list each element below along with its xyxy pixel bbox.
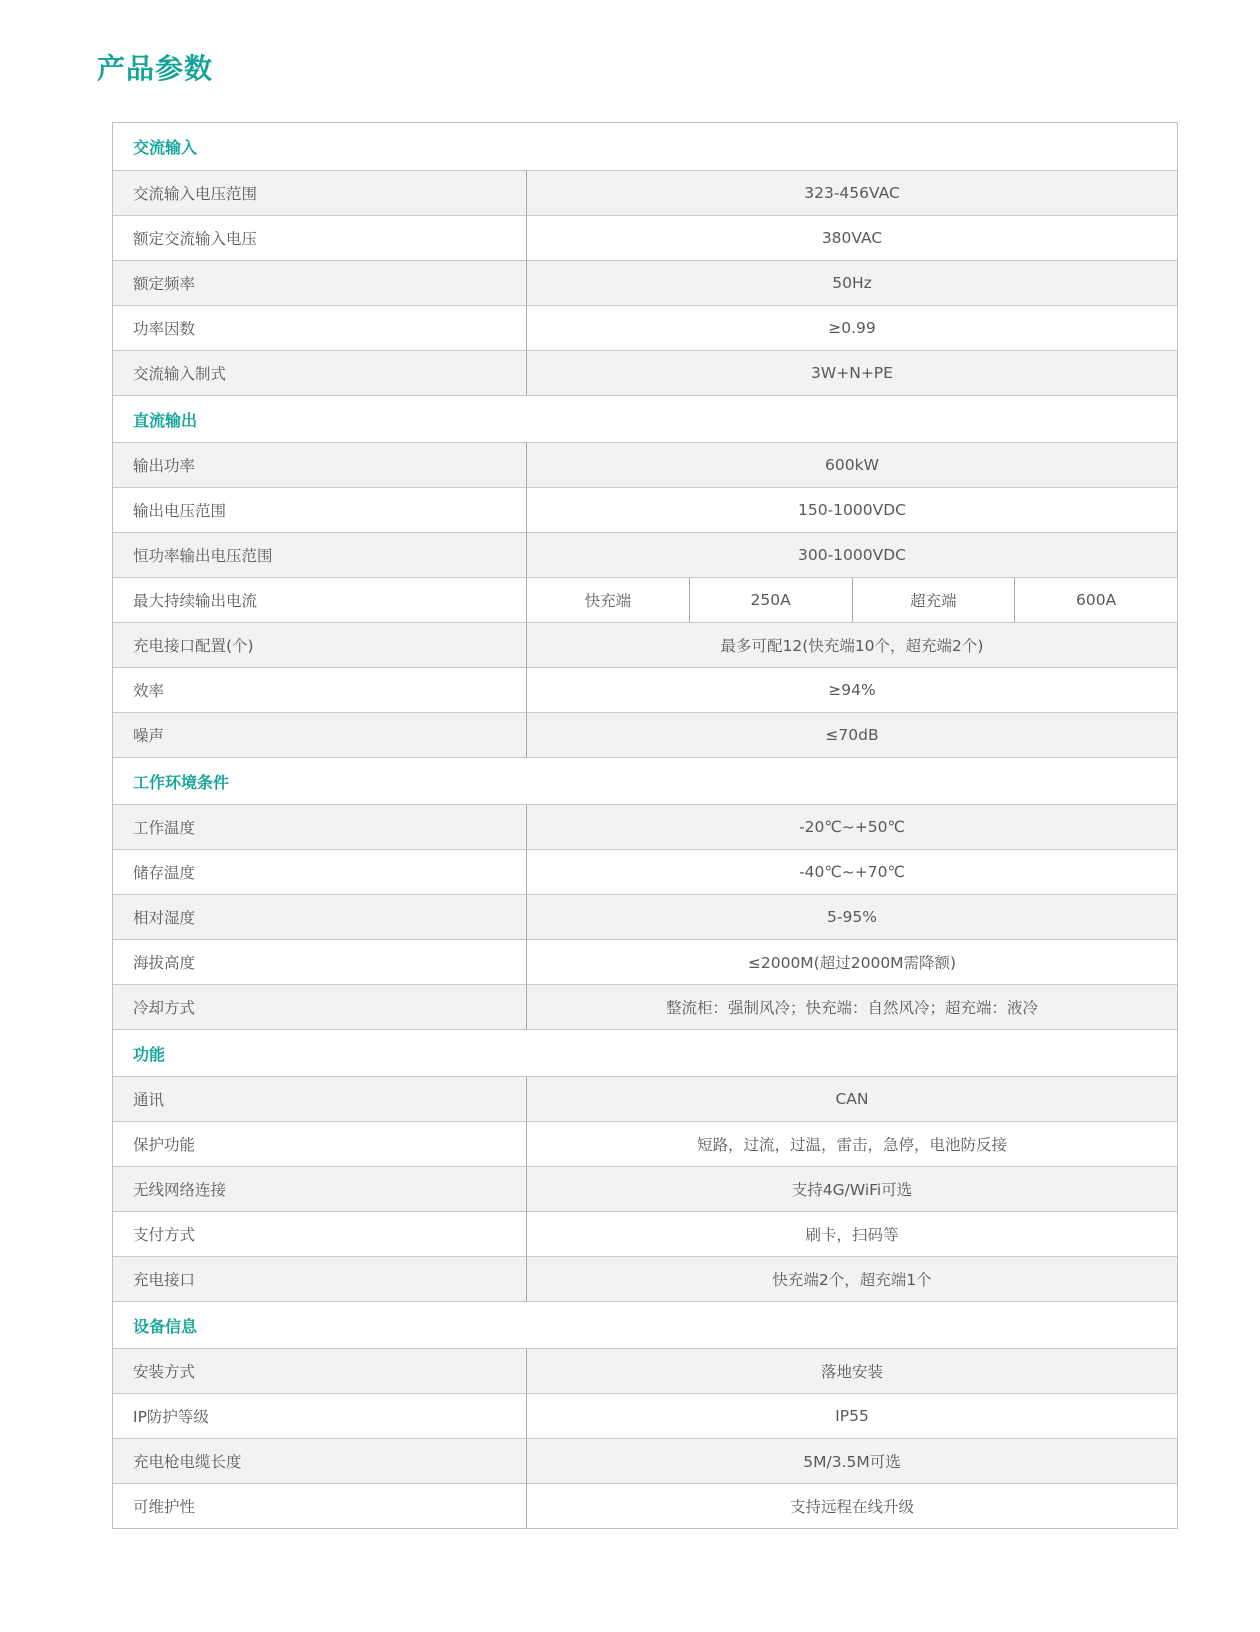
spec-label: 工作温度 <box>113 805 527 849</box>
spec-label: 噪声 <box>113 713 527 757</box>
spec-value: ≥0.99 <box>828 319 876 337</box>
spec-value: 50Hz <box>832 274 872 292</box>
table-row <box>113 1256 1177 1301</box>
table-row <box>113 1483 1177 1528</box>
table-row <box>113 1438 1177 1483</box>
spec-label: 海拔高度 <box>113 940 527 984</box>
table-row <box>113 712 1177 757</box>
spec-sub-value: 250A <box>690 578 853 622</box>
spec-value: 支持4G/WiFi可选 <box>791 1181 913 1199</box>
spec-value: ≤2000M(超过2000M需降额) <box>747 954 957 972</box>
spec-value: IP55 <box>835 1407 869 1425</box>
spec-label: 无线网络连接 <box>113 1167 527 1211</box>
table-row <box>113 532 1177 577</box>
table-row <box>113 1166 1177 1211</box>
table-row <box>113 1121 1177 1166</box>
table-row <box>113 849 1177 894</box>
table-row <box>113 667 1177 712</box>
spec-label: 通讯 <box>113 1077 527 1121</box>
spec-label: 额定交流输入电压 <box>113 216 527 260</box>
spec-label: 充电枪电缆长度 <box>113 1439 527 1483</box>
spec-value: 150-1000VDC <box>798 501 906 519</box>
table-row <box>113 939 1177 984</box>
spec-label: 相对湿度 <box>113 895 527 939</box>
spec-label: IP防护等级 <box>113 1394 527 1438</box>
spec-label: 充电接口 <box>113 1257 527 1301</box>
spec-value: 3W+N+PE <box>811 364 893 382</box>
table-row <box>113 170 1177 215</box>
spec-value: 300-1000VDC <box>798 546 906 564</box>
spec-label: 最大持续输出电流 <box>113 578 527 622</box>
spec-label: 安装方式 <box>113 1349 527 1393</box>
spec-label: 可维护性 <box>113 1484 527 1528</box>
spec-label: 冷却方式 <box>113 985 527 1029</box>
spec-label: 恒功率输出电压范围 <box>113 533 527 577</box>
section-header: 直流输出 <box>113 395 1177 442</box>
page-title: 产品参数 <box>97 52 214 85</box>
table-row <box>113 1348 1177 1393</box>
spec-value: -20℃~+50℃ <box>799 818 905 836</box>
section-header: 工作环境条件 <box>113 757 1177 804</box>
table-row <box>113 577 1177 622</box>
section-header: 功能 <box>113 1029 1177 1076</box>
table-row <box>113 894 1177 939</box>
spec-value: 落地安装 <box>820 1363 883 1381</box>
table-row <box>113 350 1177 395</box>
spec-table <box>112 122 1178 1529</box>
spec-label: 交流输入制式 <box>113 351 527 395</box>
spec-value: 5-95% <box>827 908 877 926</box>
spec-label: 功率因数 <box>113 306 527 350</box>
spec-value: 600kW <box>825 456 879 474</box>
table-row <box>113 442 1177 487</box>
spec-label: 输出电压范围 <box>113 488 527 532</box>
table-row <box>113 260 1177 305</box>
spec-label: 保护功能 <box>113 1122 527 1166</box>
spec-label: 输出功率 <box>113 443 527 487</box>
table-row <box>113 487 1177 532</box>
spec-label: 储存温度 <box>113 850 527 894</box>
spec-value: 5M/3.5M可选 <box>803 1453 901 1471</box>
table-row <box>113 984 1177 1029</box>
spec-label: 支付方式 <box>113 1212 527 1256</box>
table-row <box>113 1076 1177 1121</box>
spec-label: 充电接口配置(个) <box>113 623 527 667</box>
spec-value: 支持远程在线升级 <box>789 1498 914 1516</box>
table-row <box>113 1211 1177 1256</box>
table-row <box>113 305 1177 350</box>
spec-value: 快充端2个，超充端1个 <box>772 1271 932 1289</box>
spec-value: 380VAC <box>821 229 883 247</box>
spec-value: ≤70dB <box>825 726 879 744</box>
spec-value: 短路，过流，过温，雷击，急停，电池防反接 <box>696 1136 1007 1154</box>
table-row <box>113 804 1177 849</box>
spec-label: 额定频率 <box>113 261 527 305</box>
section-header: 交流输入 <box>113 123 1177 170</box>
spec-value: 323-456VAC <box>804 184 900 202</box>
spec-sub-value: 超充端 <box>853 578 1016 622</box>
spec-value: ≥94% <box>828 681 876 699</box>
spec-value: 整流柜：强制风冷；快充端：自然风冷；超充端：液冷 <box>665 999 1038 1017</box>
table-row <box>113 1393 1177 1438</box>
spec-label: 效率 <box>113 668 527 712</box>
spec-sub-value: 快充端 <box>527 578 690 622</box>
spec-value: CAN <box>835 1090 869 1108</box>
section-header: 设备信息 <box>113 1301 1177 1348</box>
table-row <box>113 215 1177 260</box>
spec-value: -40℃~+70℃ <box>799 863 905 881</box>
spec-value: 刷卡，扫码等 <box>805 1226 899 1244</box>
spec-value: 最多可配12(快充端10个，超充端2个) <box>720 637 984 655</box>
spec-sub-value: 600A <box>1076 591 1117 609</box>
spec-label: 交流输入电压范围 <box>113 171 527 215</box>
table-row <box>113 622 1177 667</box>
